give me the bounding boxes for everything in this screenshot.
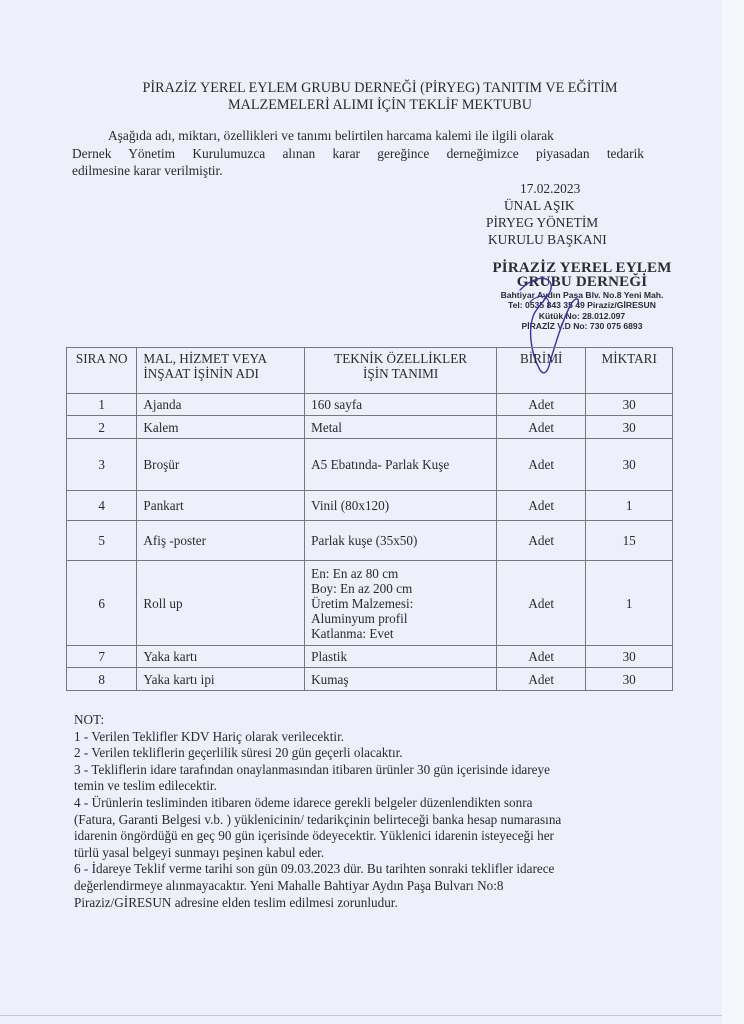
header-specs-line-2: İŞİN TANIMI <box>362 366 439 381</box>
cell-sira-no: 8 <box>67 668 137 691</box>
cell-item-name: Broşür <box>137 439 305 491</box>
spec-line: Plastik <box>311 649 348 664</box>
cell-unit: Adet <box>497 521 586 561</box>
note-1: 1 - Verilen Teklifler KDV Hariç olarak verilecektir. <box>74 728 345 744</box>
signer-title-1: PİRYEG YÖNETİM <box>486 215 599 230</box>
cell-sira-no: 2 <box>67 416 137 439</box>
document-title <box>80 80 680 114</box>
note-3-line-1: 3 - Tekliflerin idare tarafından onaylanmasından itibaren ürünler 30 gün içerisinde idareye <box>74 761 550 777</box>
table-row <box>67 646 673 668</box>
cell-sira-no: 4 <box>67 491 137 521</box>
stamp-name-line-2: GRUBU DERNEĞİ <box>516 274 648 290</box>
note-6-line-1: 6 - İdareye Teklif verme tarihi son gün 09.03.2023 dür. Bu tarihten sonraki teklifler idarece <box>74 861 555 877</box>
table-row <box>67 668 673 691</box>
spec-line: Kumaş <box>311 671 349 687</box>
cell-item-name: Kalem <box>137 416 305 439</box>
cell-sira-no: 3 <box>67 439 137 491</box>
spec-line: Vinil (80x120) <box>311 498 390 513</box>
spec-line: A5 Ebatında- Parlak Kuşe <box>311 457 450 472</box>
cell-sira-no: 7 <box>67 646 137 668</box>
intro-line-2: Dernek Yönetim Kurulumuzca alınan karar gereğince derneğimizce piyasadan tedarik <box>72 145 644 161</box>
cell-quantity: 15 <box>586 521 673 561</box>
cell-quantity: 30 <box>586 668 673 691</box>
intro-line-3: edilmesine karar verilmiştir. <box>72 163 223 178</box>
cell-technical-specs <box>305 561 497 646</box>
cell-quantity: 30 <box>586 394 673 416</box>
spec-line: Üretim Malzemesi: <box>311 595 414 611</box>
header-item-name-line-1: MAL, HİZMET VEYA <box>143 351 268 366</box>
note-4-line-4: türlü yasal belgeyi sunmayı peşinen kabul eder. <box>74 844 325 860</box>
cell-unit: Adet <box>497 416 586 439</box>
cell-item-name: Yaka kartı ipi <box>137 668 305 691</box>
header-quantity: MİKTARI <box>586 348 673 394</box>
spec-line: Aluminyum profil <box>311 610 408 626</box>
table-row <box>67 561 673 646</box>
cell-unit: Adet <box>497 491 586 521</box>
spec-line: Metal <box>311 419 342 435</box>
notes-heading: NOT: <box>74 712 105 727</box>
title-line-1: PİRAZİZ YEREL EYLEM GRUBU DERNEĞİ (PİRYEG) TANITIM VE EĞİTİM <box>142 80 618 96</box>
cell-unit: Adet <box>497 439 586 491</box>
table-row <box>67 491 673 521</box>
stamp-phone: Tel: 0535 843 35 49 Piraziz/GİRESUN <box>508 300 656 311</box>
header-specs-line-1: TEKNİK ÖZELLİKLER <box>334 351 468 366</box>
cell-quantity: 30 <box>586 416 673 439</box>
cell-item-name: Afiş -poster <box>137 521 305 561</box>
note-6-line-2: değerlendirmeye alınmayacaktır. Yeni Mahalle Bahtiyar Aydın Paşa Bulvarı No:8 <box>74 877 504 893</box>
header-sira-no: SIRA NO <box>67 348 137 394</box>
cell-quantity: 1 <box>586 561 673 646</box>
note-4-line-3: idarenin öngördüğü en geç 90 gün içerisinde ödeyecektir. Yüklenici idarenin isteyeceği her <box>74 828 554 844</box>
stamp-registry: Kütük No: 28.012.097 <box>538 310 626 321</box>
stamp-address: Bahtiyar Aydın Paşa Blv. No.8 Yeni Mah. <box>500 290 664 300</box>
cell-unit: Adet <box>497 646 586 668</box>
spec-line: Parlak kuşe (35x50) <box>311 533 418 548</box>
cell-unit: Adet <box>497 668 586 691</box>
table-row <box>67 394 673 416</box>
cell-technical-specs <box>305 521 497 561</box>
table-row <box>67 521 673 561</box>
title-line-2: MALZEMELERİ ALIMI İÇİN TEKLİF MEKTUBU <box>228 97 532 113</box>
scan-edge-strip <box>722 0 744 1024</box>
stamp-tax-number: PİRAZİZ V.D No: 730 075 6893 <box>521 320 643 331</box>
table-row <box>67 439 673 491</box>
cell-technical-specs <box>305 416 497 439</box>
table-header-row <box>67 348 673 394</box>
scan-bottom-edge <box>0 1015 722 1016</box>
cell-sira-no: 6 <box>67 561 137 646</box>
cell-unit: Adet <box>497 561 586 646</box>
association-stamp <box>466 261 698 331</box>
document-date: 17.02.2023 <box>520 181 581 196</box>
intro-paragraph <box>72 127 644 180</box>
cell-technical-specs <box>305 646 497 668</box>
cell-item-name: Roll up <box>137 561 305 646</box>
note-4-line-1: 4 - Ürünlerin tesliminden itibaren ödeme idarece gerekli belgeler düzenlendikten sonra <box>74 794 533 810</box>
header-unit: BİRİMİ <box>497 348 586 394</box>
cell-sira-no: 5 <box>67 521 137 561</box>
note-3-line-2: temin ve teslim edilecektir. <box>74 778 217 794</box>
items-table <box>66 347 673 691</box>
cell-quantity: 30 <box>586 646 673 668</box>
spec-line: 160 sayfa <box>311 397 363 412</box>
cell-technical-specs <box>305 491 497 521</box>
note-4-line-2: (Fatura, Garanti Belgesi v.b. ) yüklenicinin/ tedarikçinin belirteceği banka hesap numarasına <box>74 811 562 827</box>
signature-block <box>486 180 607 248</box>
stamp-name-line-1: PİRAZİZ YEREL EYLEM <box>492 260 672 276</box>
cell-item-name: Pankart <box>137 491 305 521</box>
cell-technical-specs <box>305 439 497 491</box>
spec-line: En: En az 80 cm <box>311 565 399 581</box>
notes-section <box>74 712 674 911</box>
cell-item-name: Ajanda <box>137 394 305 416</box>
cell-quantity: 1 <box>586 491 673 521</box>
cell-unit: Adet <box>497 394 586 416</box>
cell-sira-no: 1 <box>67 394 137 416</box>
header-technical-specs <box>305 348 497 394</box>
intro-line-1: Aşağıda adı, miktarı, özellikleri ve tanımı belirtilen harcama kalemi ile ilgili olarak <box>108 128 554 143</box>
cell-quantity: 30 <box>586 439 673 491</box>
note-6-line-3: Piraziz/GİRESUN adresine elden teslim edilmesi zorunludur. <box>74 894 398 910</box>
header-item-name <box>137 348 305 394</box>
spec-line: Katlanma: Evet <box>311 625 394 641</box>
cell-item-name: Yaka kartı <box>137 646 305 668</box>
signer-title-2: KURULU BAŞKANI <box>488 232 607 247</box>
table-row <box>67 416 673 439</box>
spec-line: Boy: En az 200 cm <box>311 580 413 596</box>
cell-technical-specs <box>305 668 497 691</box>
header-item-name-line-2: İNŞAAT İŞİNİN ADI <box>143 366 259 381</box>
signer-name: ÜNAL AŞIK <box>504 198 575 213</box>
note-2: 2 - Verilen tekliflerin geçerlilik süresi 20 gün geçerli olacaktır. <box>74 745 403 761</box>
cell-technical-specs <box>305 394 497 416</box>
